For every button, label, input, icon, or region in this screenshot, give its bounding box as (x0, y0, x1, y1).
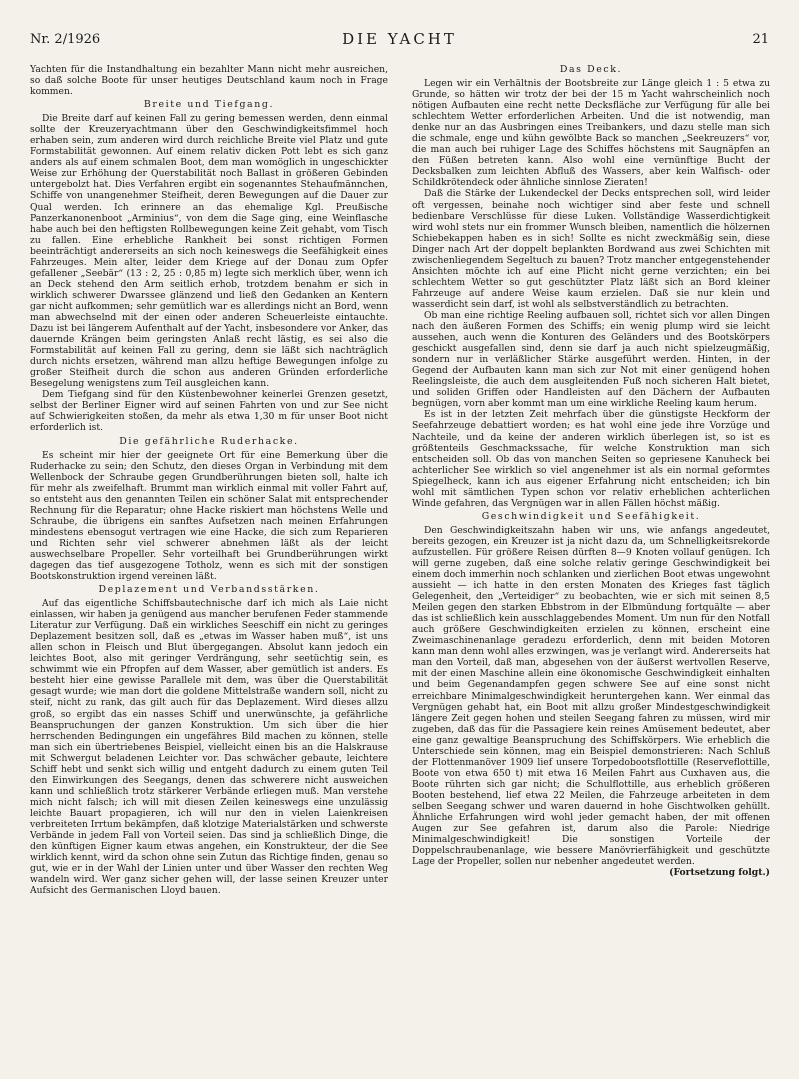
section-heading-geschwindigkeit: Geschwindigkeit und Seefähigkeit. (481, 510, 701, 522)
right-column (412, 64, 770, 1064)
issue-number: Nr. 2/1926 (30, 32, 101, 47)
page-number: 21 (752, 32, 769, 47)
article-columns (30, 64, 770, 1064)
section-heading-deplazement: Deplazement und Verbandsstärken. (98, 584, 320, 596)
section-heading-ruderhacke: Die gefährliche Ruderhacke. (119, 435, 299, 447)
paragraph: Yachten für die Instandhaltung ein bezahlter Mann nicht mehr ausreichen, so daß solche Boote für unser heutiges Deutschland kaum noch in Frage kommen. (30, 64, 388, 98)
paragraph: Den Geschwindigkeitszahn haben wir uns, wie anfangs angedeutet, bereits gezogen, ein Kreuzer ist ja nicht dazu da, um Schnelligkeitsrekorde aufzustellen. Für größere Reisen dürften 8—9 Knoten vollauf genügen. Ich will gerne zugeben, daß eine solche relativ geringe Geschwindigkeit bei einem doch immerhin noch schlanken und zierlichen Boot etwas ungewohnt aussieht — ich hatte in den ersten Monaten des Krieges fast täglich Gelegenheit, den „Verteidiger“ zu beobachten, wie er sich mit seinen 8,5 Meilen gegen den starken Ebbstrom in der Elbmündung fortquälte — aber das ist schließlich kein ausschlaggebendes Moment. Um nun für den Notfall auch größere Geschwindigkeiten erzielen zu können, erscheint eine Zweimaschinenanlage geradezu erforderlich, denn mit beiden Motoren kann man denn wohl alles erzwingen, was je verlangt wird. Andererseits hat man den Vorteil, daß man, abgesehen von der äußerst wertvollen Reserve, mit der einen Maschine allein eine ökonomische Geschwindigkeit einhalten und beim Gegenandampfen gegen schwere See auf eine sonst nicht erreichbare Minimalgeschwindigkeit heruntergehen kann. Wer einmal das Vergnügen gehabt hat, ein Boot mit allzu großer Mindestgeschwindigkeit längere Zeit gegen hohen und steilen Seegang fahren zu müssen, wird mir zugeben, daß das für die Passagiere kein reines Amüsement bedeutet, aber eine ganz gewaltige Beanspruchung des Schiffskörpers. Wie erheblich die Unterschiede sein können, mag ein Beispiel demonstrieren: Nach Schluß der Flottenmanöver 1909 lief unsere Torpedobootsflottille (Reserveflottille, Boote von etwa 650 t) mit etwa 16 Meilen Fahrt aus Cuxhaven aus, die Boote rührten sich gar nicht; die Schulflottille, aus erheblich größeren Booten bestehend, lief etwa 22 Meilen, die Fahrzeuge arbeiteten in dem selben Seegang schwer und waren dauernd in hohe Gischtwolken gehüllt. Ähnliche Erfahrungen wird wohl jeder gemacht haben, der mit offenen Augen zur See gefahren ist, darum also die Parole: Niedrige Minimalgeschwindigkeit! Die sonstigen Vorteile der Doppelschraubenanlage, wie bessere Manövrierfähigkeit und geschützte Lage der Propeller, sollen nur nebenher angedeutet werden. (412, 524, 770, 868)
section-heading-breite: Breite und Tiefgang. (143, 99, 275, 111)
paragraph: Legen wir ein Verhältnis der Bootsbreite zur Länge gleich 1 : 5 etwa zu Grunde, so hätten wir trotz der bei der 15 m Yacht wahrscheinlich noch nötigen Aufbauten eine recht nette Decksfläche zur Verfügung für alle bei schlechtem Wetter erforderlichen Arbeiten. Und die ist notwendig, man denke nur an das Ausbringen eines Treibankers, und dazu stelle man sich die schmale, enge und kühn gewölbte Back so manchen „Seekreuzers“ vor, die man auch bei ruhiger Lage des Schiffes höchstens mit Saugnäpfen an den Füßen betreten kann. Also wohl eine vernünftige Bucht der Decksbalken zum leichten Abfluß des Wassers, aber kein Walfisch- oder Schildkrötendeck oder ähnliche sinnlose Zieraten! (412, 78, 770, 189)
paragraph: Es ist in der letzten Zeit mehrfach über die günstigste Heckform der Seefahrzeuge debattiert worden; es hat wohl eine jede ihre Vorzüge und Nachteile, und da keine der anderen wirklich überlegen ist, so ist es größtenteils Geschmackssache, für welche Konstruktion man sich entscheiden soll. Ob das von manchen Seiten so gepriesene Kanuheck bei achterlicher See wirklich so viel angenehmer ist als ein normal geformtes Spiegelheck, kann ich aus eigener Erfahrung nicht entscheiden; ich bin wohl mit sämtlichen Typen schon vor relativ erheblichen achterlichen Winde gefahren, das Vergnügen war in allen Fällen höchst mäßig. (412, 409, 770, 509)
paragraph: Ob man eine richtige Reeling aufbauen soll, richtet sich vor allen Dingen nach den äußeren Formen des Schiffs; ein wenig plump wird sie leicht aussehen, auch wenn die Konturen des Geländers und des Bootskörpers geschickt ausgefallen sind, denn sie darf ja auch nicht spielzeugmäßig, sondern nur in verläßlicher Stärke ausgeführt werden. Hinten, in der Gegend der Aufbauten kann man sich zur Not mit einer genügend hohen Reelingsleiste, die auch dem ausgleitenden Fuß noch sicheren Halt bietet, und soliden Griffen oder Handleisten auf den Dächern der Aufbauten begnügen, vorn aber kommt man um eine wirkliche Reeling kaum herum. (412, 309, 770, 410)
paragraph: Daß die Stärke der Lukendeckel der Decks entsprechen soll, wird leider oft vergessen, beinahe noch wichtiger sind aber feste und schnell bedienbare Verschlüsse für diese Luken. Vollständige Wasserdichtigkeit wird wohl stets nur ein frommer Wunsch bleiben, namentlich die hölzernen Schiebekappen haben es in sich! Sollte es nicht zweckmäßig sein, diese Dinger nach Art der doppelt beplankten Bordwand aus zwei Schichten mit zwischenliegendem Segeltuch zu bauen? Trotz mancher entgegenstehender Ansichten möchte ich auf eine Plicht nicht gerne verzichten; ein bei schlechtem Wetter so gut geschützter Platz läßt sich an Bord kleiner Fahrzeuge auf andere Weise kaum erzielen. Daß sie nur klein und wasserdicht sein darf, ist wohl als selbstverständlich zu betrachten. (412, 188, 770, 310)
paragraph: Dem Tiefgang sind für den Küstenbewohner keinerlei Grenzen gesetzt, selbst der Berliner Eigner wird auf seinen Fahrten von und zur See nicht auf Schwierigkeiten stoßen, da mehr als etwa 1,30 m für unser Boot nicht erforderlich ist. (30, 389, 388, 434)
magazine-title: DIE YACHT (342, 30, 457, 48)
page-header (30, 30, 769, 52)
continued-note: (Fortsetzung folgt.) (669, 867, 770, 879)
paragraph: Auf das eigentliche Schiffsbautechnische darf ich mich als Laie nicht einlassen, wir haben ja genügend aus mancher berufenen Feder stammende Literatur zur Verfügung. Daß ein wirkliches Seeschiff ein nicht zu geringes Deplazement besitzen soll, daß es „etwas im Wasser haben muß“, ist uns allen schon in Fleisch und Blut übergegangen. Absolut kann jedoch ein leichtes Boot, also mit geringer Verdrängung, sehr seetüchtig sein, es schwimmt wie ein Pfropfen auf dem Wasser, aber gemütlich ist anders. Es besteht hier eine gewisse Parallele mit dem, was über die Querstabilität gesagt wurde; wie man dort die goldene Mittelstraße wandern soll, nicht zu steif, nicht zu rank, das gilt auch für das Deplazement. Wird dieses allzu groß, so ergibt das ein nasses Schiff und unerwünschte, ja gefährliche Beanspruchungen der ganzen Konstruktion. Um sich über die hier herrschenden Bedingungen ein ungefähres Bild machen zu können, stelle man sich ein übertriebenes Beispiel, vielleicht einen bis an die Halskrause mit Schwergut beladenen Leichter vor. Das schwächer gebaute, leichtere Schiff hebt und senkt sich willig und entgeht dadurch zu einem guten Teil den Einwirkungen des Seegangs, denen das schwerere nicht ausweichen kann und schließlich trotz stärkerer Verbände erliegen muß. Man verstehe mich nicht falsch; ich will mit diesen Zeilen keineswegs eine unzulässig leichte Bauart propagieren, ich will nur den in vielen Laienkreisen verbreiteten Irrtum bekämpfen, daß klotzige Materialstärken und schwerste Verbände in jedem Fall von Vorteil seien. Das sind ja schließlich Dinge, die den künftigen Eigner kaum etwas angehen, ein Konstrukteur, der die See wirklich kennt, wird da schon ohne sein Zutun das Richtige finden, genau so gut, wie er in der Wahl der Linien unter und über Wasser den rechten Weg wandeln wird. Wer ganz sicher gehen will, der lasse seinen Kreuzer unter Aufsicht des Germanischen Lloyd bauen. (30, 598, 388, 897)
paragraph: Die Breite darf auf keinen Fall zu gering bemessen werden, denn einmal sollte der Kreuzeryachtmann über den Geschwindigkeitsfimmel hoch erhaben sein, zum anderen wird durch reichliche Breite viel Platz und gute Formstabilität gewonnen. Auf einem relativ dicken Pott lebt es sich ganz anders als auf einem schmalen Boot, dem man womöglich in ungeschickter Weise zur Erhöhung der Querstabilität noch Ballast in größeren Gebinden untergebolzt hat. Dies Verfahren ergibt ein sogenanntes Stehaufmännchen, Schiffe von unangenehmer Steifheit, deren Bewegungen auf die Dauer zur Qual werden. Ich erinnere an das ehemalige Kgl. Preußische Panzerkanonenboot „Arminius“, von dem die Sage ging, eine Weinflasche habe auch bei den heftigsten Rollbewegungen keine Zeit gehabt, vom Tisch zu fallen. Eine erhebliche Rankheit bei sonst richtigen Formen beeinträchtigt andererseits an sich noch keineswegs die Seefähigkeit eines Fahrzeuges. Mein alter, leider dem Kriege auf der Donau zum Opfer gefallener „Seebär“ (13 : 2, 25 : 0,85 m) legte sich merklich über, wenn ich an Deck stehend den Arm seitlich erhob, trotzdem benahm er sich in wirklich schwerer Dwarssee glänzend und ließ den Gedanken an Kentern gar nicht aufkommen; sehr gemütlich war es allerdings nicht an Bord, wenn man abwechselnd mit der einen oder anderen Scheuerleiste eintauchte. Dazu ist bei längerem Aufenthalt auf der Yacht, insbesondere vor Anker, das dauernde Krängen beim geringsten Anlaß recht lästig, es sei also die Formstabilität auf keinen Fall zu gering, denn sie läßt sich nachträglich durch nichts ersetzen, während man allzu heftige Bewegungen infolge zu großer Steifheit durch die schon aus anderen Gründen erforderliche Besegelung wenigstens zum Teil ausgleichen kann. (30, 113, 388, 390)
left-column (30, 64, 388, 1064)
section-heading-deck: Das Deck. (559, 64, 623, 75)
paragraph: Es scheint mir hier der geeignete Ort für eine Bemerkung über die Ruderhacke zu sein; den Schutz, den dieses Organ in Verbindung mit dem Wellenbock der Schraube gegen Grundberührungen bieten soll, halte ich für mehr als zweifelhaft. Brummt man wirklich einmal mit voller Fahrt auf, so entsteht aus den genannten Teilen ein schöner Salat mit entsprechender Rechnung für die Reparatur; ohne Hacke riskiert man höchstens Welle und Schraube, die übrigens ein sanftes Aufsetzen nach meinen Erfahrungen mindestens ebensogut vertragen wie eine Hacke, die sich zum Reparieren und Richten sehr viel schwerer abnehmen läßt als der leicht auswechselbare Propeller. Sehr vorteilhaft bei Grundberührungen wirkt dagegen das tief ausgezogene Totholz, wenn es sich mit der sonstigen Bootskonstruktion irgend vereinen läßt. (30, 449, 388, 583)
